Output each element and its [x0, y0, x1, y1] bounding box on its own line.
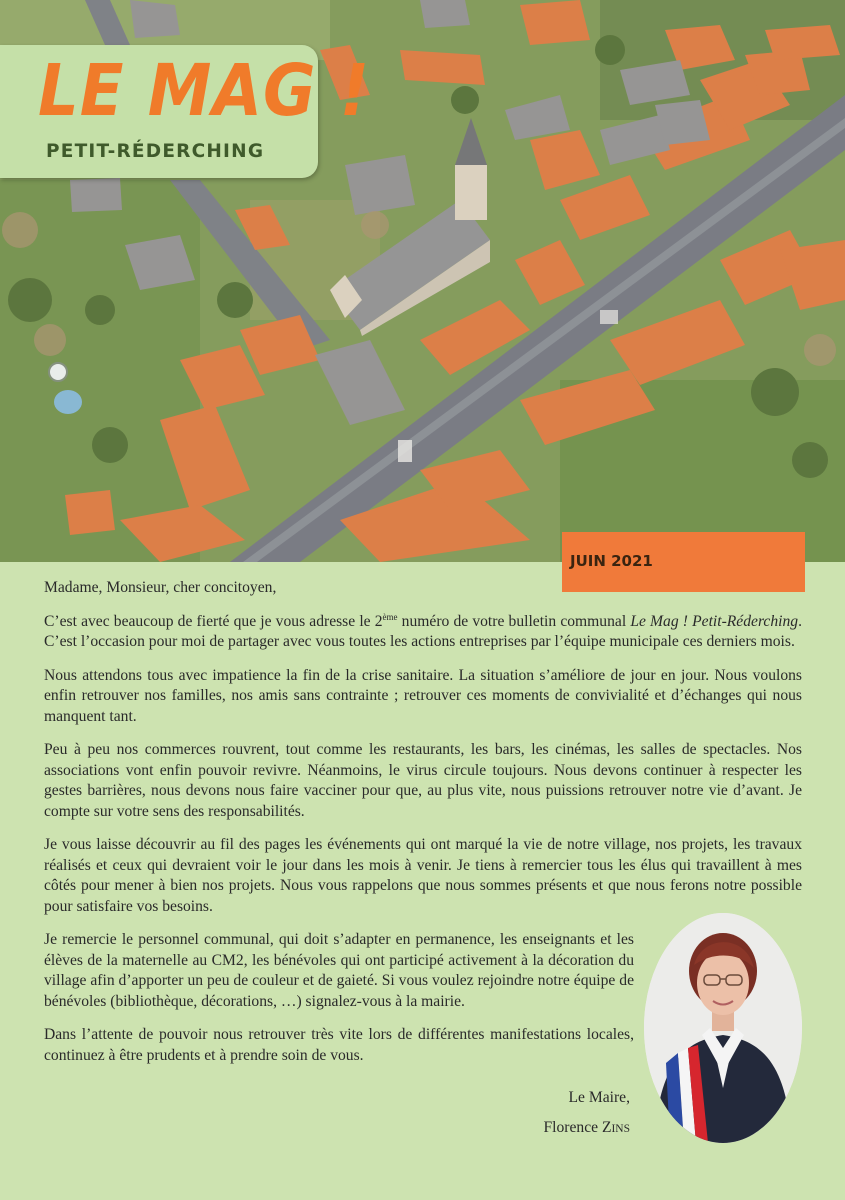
ordinal-suffix: ème [382, 611, 398, 622]
magazine-title: LE MAG ! [38, 50, 370, 134]
paragraph-intro [44, 612, 802, 653]
signature-role: Le Maire, [568, 1089, 630, 1106]
signature-last-name: INS [611, 1123, 630, 1135]
intro-text-end: . C’est l’occasion pour moi de partager avec vous toutes les actions entreprises par l’équipe municipale ces derniers mois. [44, 612, 802, 650]
paragraph-projects: Je vous laisse découvrir au fil des pages les événements qui ont marqué la vie de notre village, nos projets, les travaux réalisés et ceux qui devraient voir le jour dans les mois à venir. Je tiens à remercier tous les élus qui travaillent à mes côtés pour mener à bien nos projets. Nous vous rappelons que nous sommes présents et que nous ferons notre possible pour satisfaire vos besoins. [44, 836, 802, 915]
masthead [0, 45, 370, 178]
magazine-subtitle: PETIT-RÉDERCHING [46, 141, 265, 162]
mayor-portrait [644, 913, 802, 1143]
paragraph-thanks: Je remercie le personnel communal, qui doit s’adapter en permanence, les enseignants et les élèves de la maternelle au CM2, les bénévoles qui ont participé activement à la décoration du village afin d’apporter un peu de couleur et de gaieté. Si vous voulez rejoindre notre équipe de bénévoles (bibliothèque, décorations, …) signalez-vous à la mairie. [44, 931, 634, 1010]
issue-date: JUIN 2021 [570, 552, 653, 570]
paragraph-reopening: Peu à peu nos commerces rouvrent, tout comme les restaurants, les bars, les cinémas, les salles de spectacles. Nos associations vont enfin pouvoir revivre. Néanmoins, le virus circule toujours. Nous devons continuer à respecter les gestes barrières, nous devons nous faire vacciner pour que, au plus vite, nous puissions retrouver notre vie d’avant. Je compte sur votre sens des responsabilités. [44, 741, 802, 820]
paragraph-closing: Dans l’attente de pouvoir nous retrouver très vite lors de différentes manifestations locales, continuez à être prudents et à prendre soin de vous. [44, 1026, 634, 1064]
salutation: Madame, Monsieur, cher concitoyen, [44, 579, 277, 596]
bulletin-name: Le Mag ! Petit-Réderching [630, 612, 799, 630]
paragraph-health-crisis: Nous attendons tous avec impatience la fin de la crise sanitaire. La situation s’améliore de jour en jour. Nous voulons enfin retrouver nos familles, nos amis sans contrainte ; retrouver ces moments de convivialité et d’échanges qui nous manquent tant. [44, 666, 802, 725]
signature-name [490, 1118, 630, 1139]
signature-first-name: Florence Z [543, 1119, 612, 1136]
intro-text-start: C’est avec beaucoup de fierté que je vous adresse le 2 [44, 612, 383, 630]
intro-text-mid: numéro de votre bulletin communal [397, 612, 631, 630]
